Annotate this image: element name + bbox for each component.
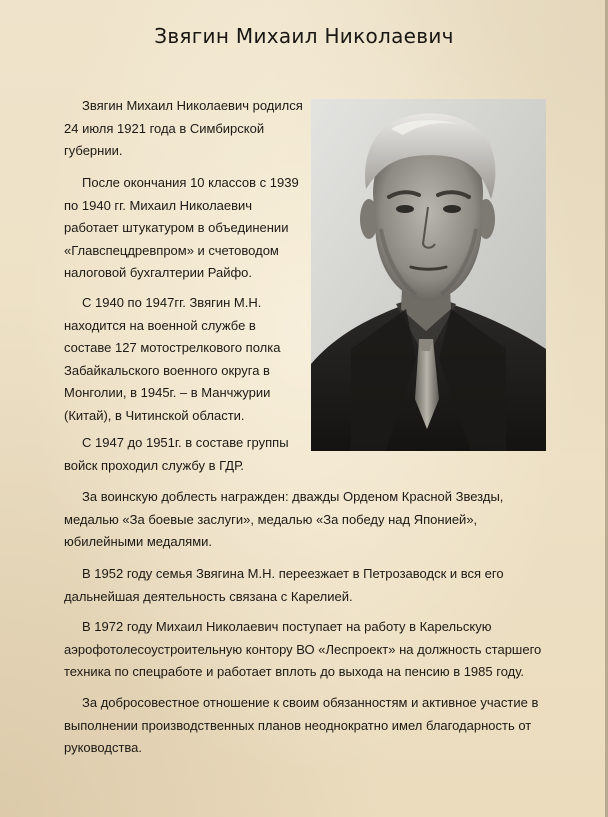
paragraph-birth: Звягин Михаил Николаевич родился 24 июля 1921 года в Симбирской губернии. [64,98,303,158]
paragraph-gratitude: За добросовестное отношение к своим обязанностям и активное участие в выполнении производственных планов неоднократно имел благодарность от руководства. [64,695,539,755]
paragraph-military-service: С 1940 по 1947гг. Звягин М.Н. находится на военной службе в составе 127 мотострелкового полка Забайкальского военного округа в Монголии, в 1945г. – в Манчжурии (Китай), в Читинской области. [64,295,281,423]
paragraph-gdr-service: С 1947 до 1951г. в составе группы войск проходил службу в ГДР. [64,435,289,473]
portrait-photo [311,99,546,451]
page-title: Звягин Михаил Николаевич [154,24,454,48]
paragraph-early-career: После окончания 10 классов с 1939 по 1940 гг. Михаил Николаевич работает штукатуром в объединении «Главспецдревпром» и счетоводом налоговой бухгалтерии Райфо. [64,175,299,280]
paragraph-petrozavodsk: В 1952 году семья Звягина М.Н. переезжает в Петрозаводск и вся его дальнейшая деятельность связана с Карелией. [64,566,504,604]
paragraph-lesproekt: В 1972 году Михаил Николаевич поступает на работу в Карельскую аэрофотолесоустроительную контору ВО «Леспроект» на должность старшего техника по спецработе и работает вплоть до выхода на пенсию в 1985 году. [64,619,542,679]
paragraph-awards: За воинскую доблесть награжден: дважды Орденом Красной Звезды, медалью «За боевые заслуги», медалью «За победу над Японией», юбилейными медалями. [64,489,504,549]
